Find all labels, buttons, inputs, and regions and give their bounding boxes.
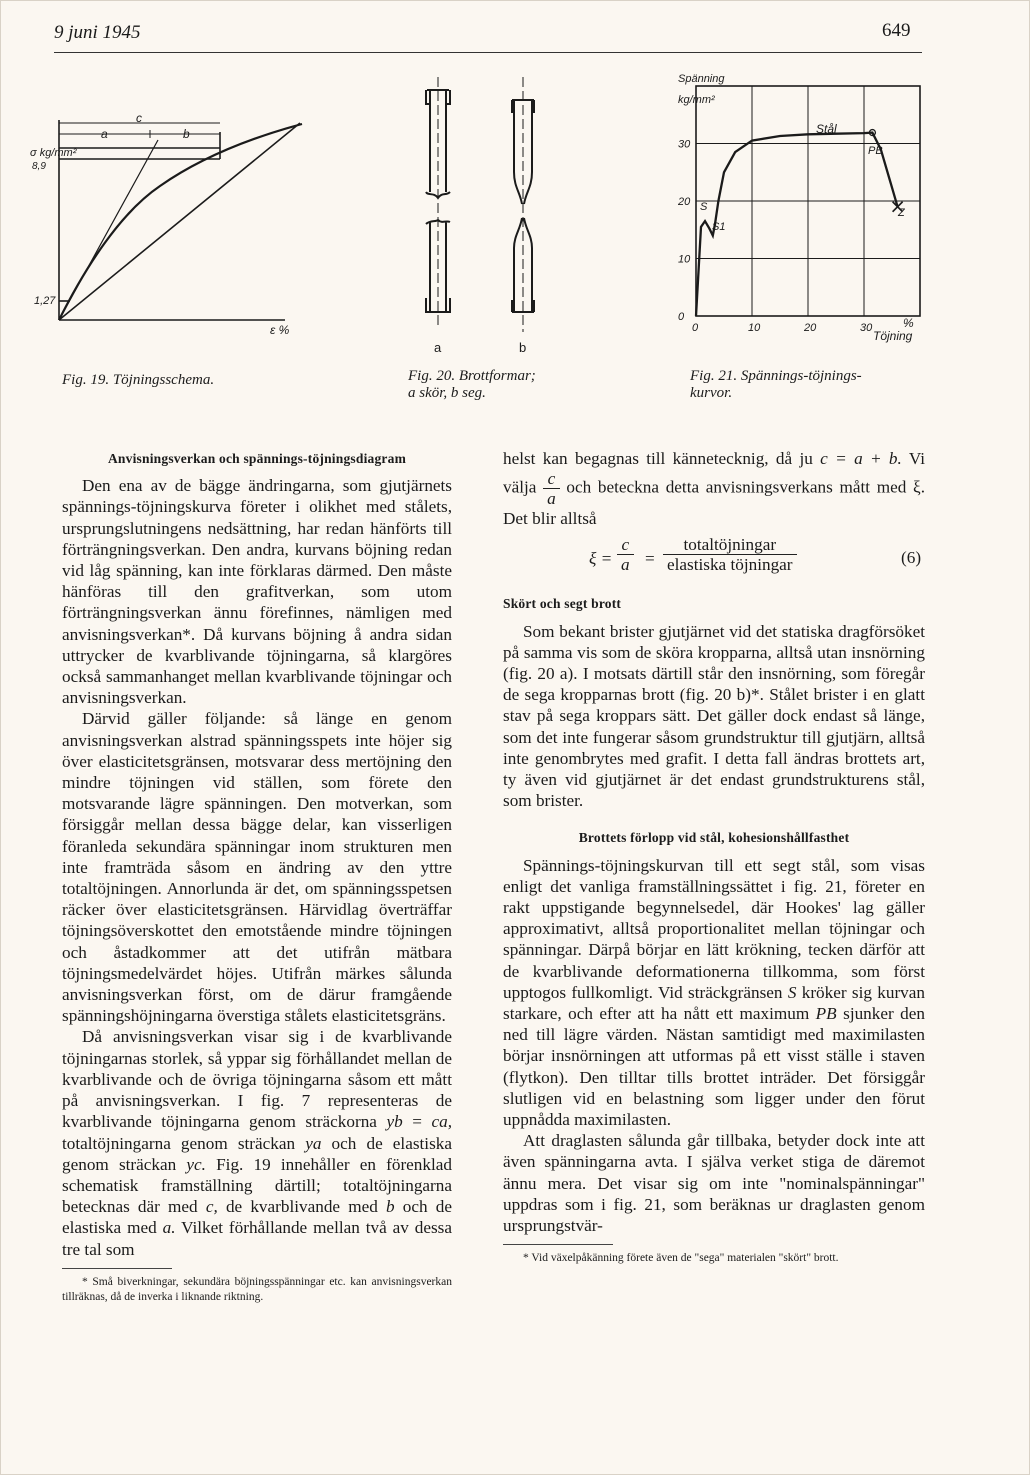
equation-lhs: ξ = (589, 549, 613, 569)
fig21-label-s1: S1 (712, 221, 726, 233)
fig21-x-tick-label: 20 (804, 322, 817, 334)
fraction-numerator: totaltöjningar (663, 535, 797, 555)
left-paragraph-3 (62, 1026, 452, 1259)
text-run: sjunker den ned till lägre värden. Nästan samtidigt med maximilasten börjar insnörningen att utformas på ett visst ställe i staven (flytkon). Den tilltar tills brottet inträder. Det försiggår slutligen vid en belastning som ligger under den förut uppnådda maximilasten. (503, 1004, 925, 1130)
equation-number: (6) (901, 548, 922, 568)
text-run: Spännings-töjningskurvan till ett segt stål, som visas enligt det vanliga framställningssättet i fig. 21, företer en rakt uppstigande begynnelsedel, där Hookes' lag gäller approximativt, alltså proportionalitet mellan töjningar och spänningar. Därpå börjar en lätt krökning, tecken därför att de kvarblivande deformationerna tillkomma, som först upptogos fullkomligt. Vid sträckgränsen (503, 855, 925, 1002)
fig19-caption: Fig. 19. Töjningsschema. (62, 372, 215, 388)
text-run: = (402, 1112, 432, 1132)
text-run: helst kan begagnas till kännetecknig, då ju (503, 449, 821, 468)
fig21-x-tick-label: 30 (860, 322, 873, 334)
page-number: 649 (882, 20, 911, 41)
fig21-y-tick-label: 0 (678, 311, 685, 323)
fig21-curve-label: Stål (816, 122, 837, 136)
left-paragraph-2: Därvid gäller följande: så länge en genom anvisningsverkan alstrad spänningsspets inte höjer sig över elasticitetsgränsen, motsvarar dess mertöjning den mindre töjningen vid ställen, som förete den motsvarande lägre spänningen. Den motverkan, som försiggår mellan dessa bägge delar, kan visserligen föranleda sekundära spänningar inom strukturen men inte framträda såsom en ändring av den yttre totaltöjningen. Annorlunda är det, om spänningsspetsen räcker över elasticitetsgränsen. Härvidlag överträffar töjningsöverskottet den emotstående mindre töjningen och åstadkommer att det utifrån mätbara töjningsmedelvärdet höjes. Utifrån märkes sålunda anvisningsverkan först, om de därur framgående spänningshöjningarna överstiga stålets elasticitetsgräns. (62, 709, 452, 1026)
equation-6 (503, 535, 925, 583)
math-c: c, (205, 1197, 218, 1217)
equation-equals: = (645, 549, 655, 569)
footnote-rule (503, 1244, 613, 1245)
left-footnote: * Små biverkningar, sekundära böjningsspänningar etc. kan anvisningsverkan tillräknas, då de inverka i liknande riktning. (62, 1275, 452, 1303)
fig21-caption-line2: kurvor. (690, 385, 733, 401)
math-s: S (787, 982, 797, 1002)
fraction-c-over-a (543, 469, 560, 508)
right-heading-2: Brottets förlopp vid stål, kohesionshållfasthet (578, 830, 850, 846)
fig20-caption-line2: a skör, b seg. (408, 385, 486, 401)
math-yc: yc. (186, 1154, 206, 1174)
math-yb: yb (386, 1112, 403, 1132)
fig19-label-127: 1,27 (34, 295, 56, 307)
fig21-series-stal (696, 133, 898, 316)
right-heading-1: Skört och segt brott (503, 596, 622, 612)
left-column (62, 448, 452, 1305)
fig19-label-a: a (101, 127, 108, 141)
fig19-label-b: b (183, 127, 190, 141)
fig21-caption (690, 368, 862, 402)
math-b: b (386, 1197, 395, 1217)
text-run: och beteckna detta anvisningsverkans mått med ξ. Det blir alltså (503, 477, 925, 529)
text-run: kröker sig kurvan starkare, och efter att ha nått ett maximum (503, 982, 925, 1024)
fig21-y-title-2: kg/mm² (678, 94, 715, 106)
fig21-label-z: Z (898, 207, 905, 219)
math-a: a. (162, 1218, 176, 1238)
text-run: Fig. 19 innehåller en förenklad schematisk framställning därtill; totaltöjningarna betecknas där med (62, 1154, 452, 1217)
fig21-x-unit: % (903, 316, 914, 330)
left-heading: Anvisningsverkan och spännings-töjningsdiagram (107, 451, 407, 466)
fig19-strain-schema (30, 108, 320, 338)
text-run: de kvarblivande med (217, 1197, 386, 1217)
text-run: Då anvisningsverkan visar sig i de kvarblivande töjningarnas storlek, så yppar sig förhållandet mellan de kvarblivande och de övriga töjningarna såsom ett mått på anvisningsverkan. I fig. 7 representeras de kvarblivande töjningarna genom sträckorna (62, 1027, 452, 1132)
fraction-numerator: c (543, 469, 560, 489)
text-run: Vi välja (503, 449, 925, 497)
fig20-fracture-forms (410, 72, 570, 362)
math-pb: PB (815, 1004, 837, 1024)
fig20-label-b: b (519, 340, 527, 355)
text-run: och de elastiska med (62, 1197, 452, 1238)
math-c-equals-a-plus-b: c = a + b. (820, 449, 902, 468)
right-paragraph-3 (503, 855, 925, 1131)
header-date: 9 juni 1945 (54, 22, 141, 43)
fig20-caption (408, 368, 536, 402)
fraction-denominator: a (547, 489, 556, 509)
fig21-x-title: Töjning (873, 329, 913, 343)
right-paragraph-4: Att draglasten sålunda går tillbaka, betyder dock inte att även spänningarna avta. I själva verket stiga de däremot ännu mera. Det visar sig om inte "nominalspänningar" uppdras som i fig. 21, som beräknas ur draglasten genom ursprungstvär- (503, 1131, 925, 1236)
fraction-denominator: elastiska töjningar (667, 555, 793, 575)
fraction-denominator: a (621, 555, 630, 575)
text-run: totaltöjningarna genom sträckan (62, 1133, 306, 1153)
right-column (503, 448, 925, 1266)
fig20-label-a: a (434, 340, 442, 355)
right-paragraph-2: Som bekant brister gjutjärnet vid det statiska dragförsöket på samma vis som de sköra kropparna, alltså utan insnörning (fig. 20 a). I motsats därtill står den insnörning, som föregår de sega kropparnas brott (fig. 20 b)*. Stålet brister i en glatt stav på sega kroppars sätt. Det gäller dock endast så länge, som det inte fungerar såsom grundstruktur till gjutjärn, alltså inte genombrytes med grafit. I detta fall ändras brottets art, ty även vid gjutjärnet är det endast grundstrukturens stål, som brister. (503, 621, 925, 811)
fig19-label-sigma: σ kg/mm² (30, 147, 77, 159)
text-run: Vilket förhållande mellan två av dessa tre tal som (62, 1218, 452, 1259)
equation-fraction-1 (617, 535, 634, 574)
text-run: och de elastiska genom sträckan (62, 1133, 452, 1174)
fig21-y-title-1: Spänning (678, 73, 725, 85)
fig19-label-c: c (136, 111, 142, 125)
left-paragraph-1: Den ena av de bägge ändringarna, som gjutjärnets spännings-töjningskurva företer i olikhet med stålets, ursprungslutningens nedsättning, har redan hänförts till förträngningsverkan. Den andra, kurvans böjning redan vid låg spänning, kan inte förklaras därmed. Den måste hänföras till den grafitverkan, som utom förträngningsverkan ännu förefinnes, nämligen med anvisningsverkan*. Då kurvans böjning å andra sidan uttrycker de kvarblivande töjningarna, så klargöres också sammanhanget mellan kvarblivande töjningar och anvisningsverkan. (62, 476, 452, 708)
fig21-x-tick-label: 0 (692, 322, 699, 334)
footnote-rule (62, 1268, 172, 1269)
fig21-y-tick-label: 10 (678, 253, 691, 266)
math-ya: ya (305, 1133, 322, 1153)
fig21-label-s: S (700, 201, 708, 213)
fig20-caption-line1: Fig. 20. Brottformar; (408, 368, 536, 384)
math-ca: ca, (431, 1112, 453, 1132)
right-paragraph-1 (503, 448, 925, 529)
right-footnote: * Vid växelpåkänning förete även de "sega" materialen "skört" brott. (523, 1252, 839, 1265)
fig21-y-tick-label: 20 (678, 196, 691, 208)
equation-fraction-2 (663, 535, 797, 574)
fraction-numerator: c (617, 535, 634, 555)
fig21-stress-strain-chart (670, 70, 930, 360)
fig21-caption-line1: Fig. 21. Spännings-töjnings- (690, 368, 862, 384)
fig19-label-89: 8,9 (32, 161, 46, 172)
fig21-x-tick-label: 10 (748, 322, 761, 334)
fig19-label-epsilon: ε % (270, 323, 290, 337)
fig21-y-tick-label: 30 (678, 138, 691, 151)
fig21-label-pb: PB (868, 145, 883, 157)
header-rule (54, 52, 922, 53)
